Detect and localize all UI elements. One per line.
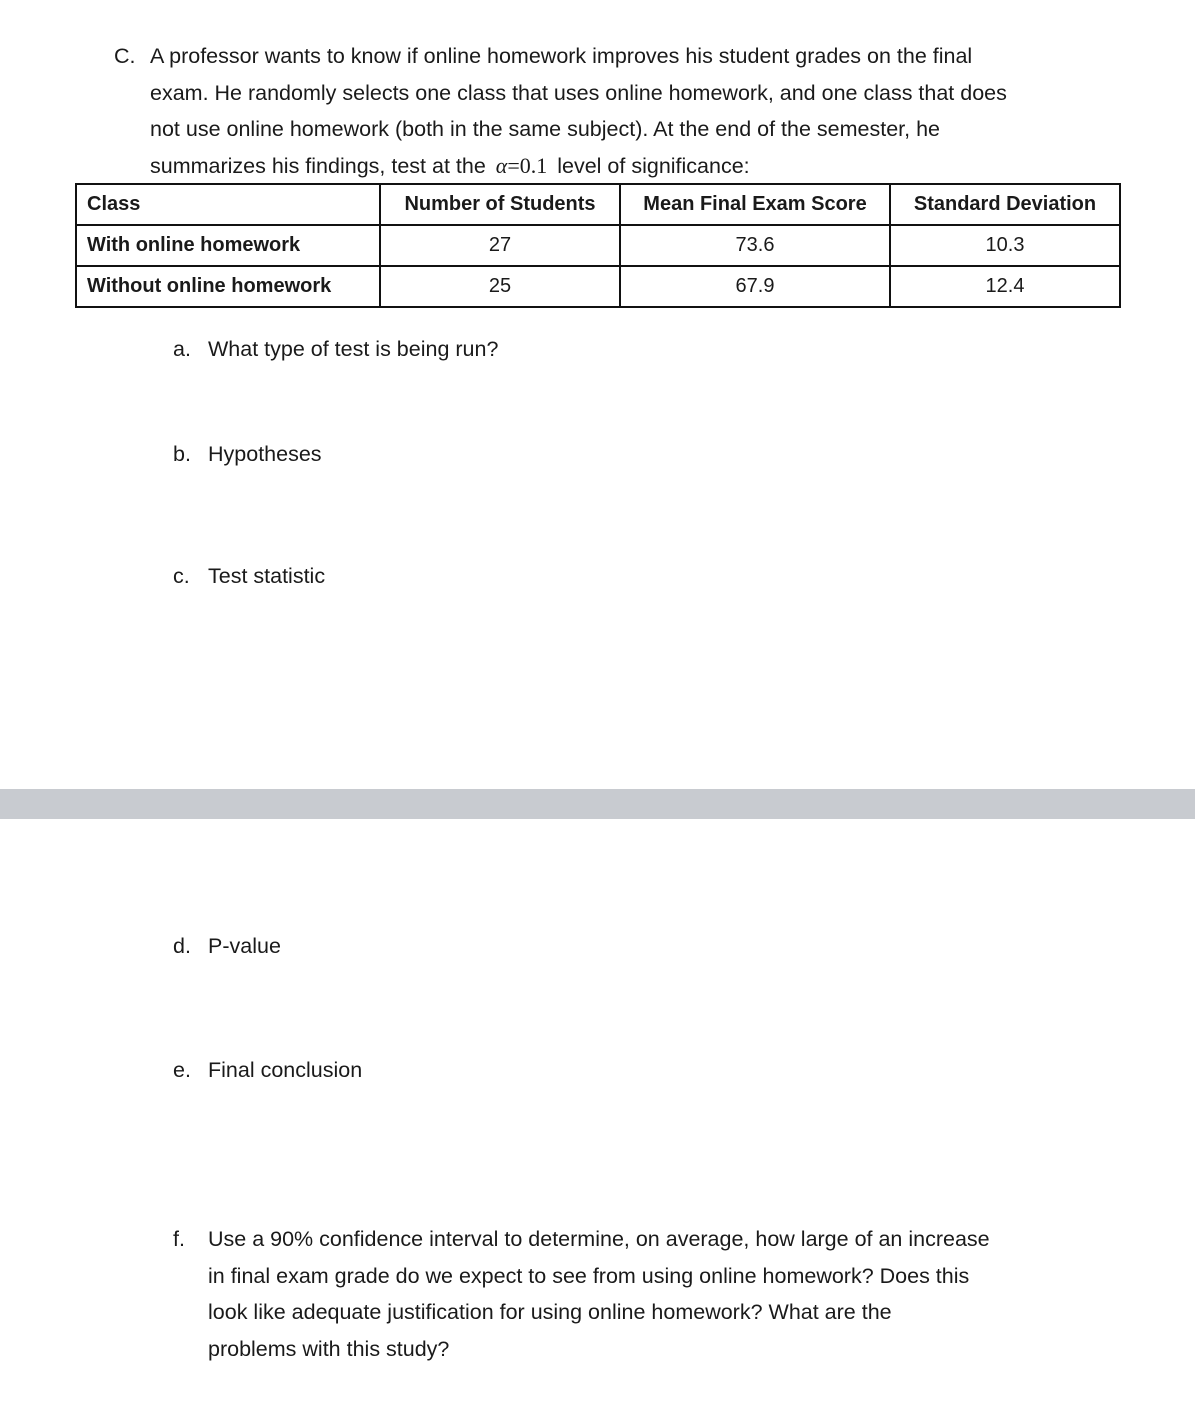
significance-lead-text: summarizes his findings, test at the — [150, 153, 486, 178]
question-text: Hypotheses — [208, 442, 322, 466]
summary-table — [75, 183, 1121, 308]
row-mean: 73.6 — [620, 225, 890, 266]
question-line: look like adequate justification for using online homework? What are the — [208, 1300, 892, 1324]
problem-line: exam. He randomly selects one class that uses online homework, and one class that does — [150, 80, 1007, 105]
question-f — [173, 1221, 1053, 1367]
row-mean: 67.9 — [620, 266, 890, 307]
problem-line: not use online homework (both in the same subject). At the end of the semester, he — [150, 117, 940, 141]
question-text — [173, 1221, 1053, 1367]
row-students: 25 — [380, 266, 620, 307]
problem-line-significance — [150, 148, 1074, 185]
problem-line: A professor wants to know if online homework improves his student grades on the final — [150, 44, 973, 68]
row-class: Without online homework — [76, 266, 380, 307]
question-d — [173, 928, 1053, 965]
significance-tail-text: level of significance: — [557, 153, 750, 178]
question-c — [173, 558, 1053, 595]
header-mean: Mean Final Exam Score — [620, 184, 890, 225]
header-class: Class — [76, 184, 380, 225]
row-sd: 12.4 — [890, 266, 1120, 307]
problem-marker: C. — [114, 44, 136, 68]
question-marker: f. — [173, 1227, 185, 1251]
question-line: in final exam grade do we expect to see from using online homework? Does this — [208, 1263, 970, 1288]
alpha-symbol: α — [495, 152, 508, 178]
question-text: Test statistic — [208, 564, 326, 588]
row-class: With online homework — [76, 225, 380, 266]
problem-body — [114, 38, 1074, 184]
question-text: P-value — [208, 934, 281, 958]
alpha-value: 0.1 — [519, 152, 548, 178]
question-text: Final conclusion — [208, 1058, 363, 1082]
question-b — [173, 436, 1053, 473]
question-marker: d. — [173, 934, 191, 958]
question-marker: c. — [173, 564, 190, 588]
header-sd: Standard Deviation — [890, 184, 1120, 225]
problem-statement — [114, 38, 1074, 184]
header-students: Number of Students — [380, 184, 620, 225]
alpha-equals: = — [507, 152, 520, 178]
question-marker: e. — [173, 1058, 191, 1082]
question-marker: a. — [173, 337, 191, 361]
question-a — [173, 331, 1053, 368]
table-header-row — [76, 184, 1120, 225]
page-break-bar — [0, 789, 1195, 819]
question-line: problems with this study? — [208, 1336, 450, 1361]
question-marker: b. — [173, 442, 191, 466]
alpha-expression — [492, 153, 551, 178]
row-sd: 10.3 — [890, 225, 1120, 266]
question-text: What type of test is being run? — [208, 337, 499, 361]
table-row — [76, 225, 1120, 266]
question-e — [173, 1052, 1053, 1089]
table-row — [76, 266, 1120, 307]
question-line: Use a 90% confidence interval to determine, on average, how large of an increase — [208, 1227, 990, 1251]
row-students: 27 — [380, 225, 620, 266]
